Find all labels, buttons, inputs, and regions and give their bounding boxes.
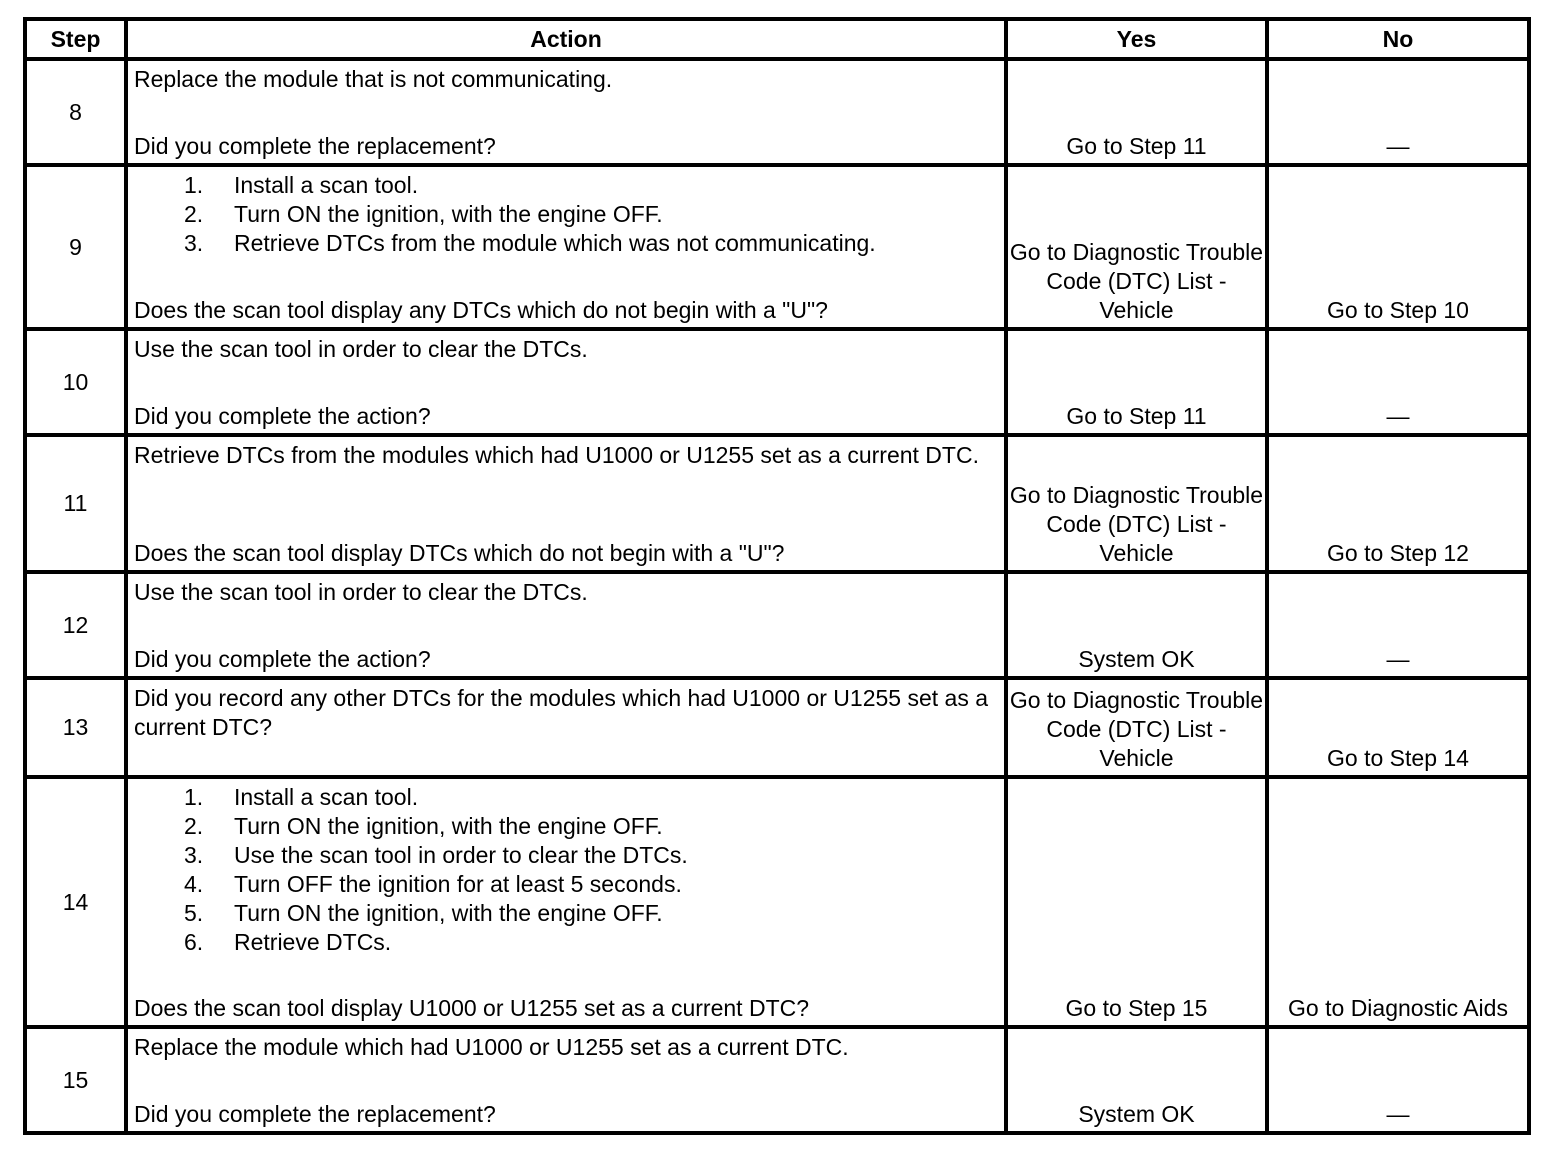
action-question: Did you complete the action? [134, 403, 431, 429]
header-yes: Yes [1006, 19, 1267, 59]
list-item-text: Turn ON the ignition, with the engine OFF. [234, 201, 663, 227]
yes-result: System OK [1006, 572, 1267, 678]
list-item-number: 1. [184, 172, 204, 198]
list-item-number: 6. [184, 929, 204, 955]
action-cell [126, 1027, 1006, 1133]
step-number: 9 [25, 165, 126, 329]
table-row [25, 777, 1529, 1027]
action-cell [126, 678, 1006, 777]
action-cell [126, 165, 1006, 329]
action-steps-list [134, 171, 998, 258]
no-result: Go to Step 10 [1267, 165, 1529, 329]
yes-result: Go to Diagnostic Trouble Code (DTC) List - Vehicle [1006, 165, 1267, 329]
list-item-text: Install a scan tool. [234, 172, 419, 198]
action-question: Did you complete the action? [134, 646, 431, 672]
action-text: Use the scan tool in order to clear the DTCs. [134, 336, 588, 362]
step-number: 12 [25, 572, 126, 678]
list-item-text: Use the scan tool in order to clear the DTCs. [234, 842, 688, 868]
action-cell [126, 59, 1006, 165]
action-question: Did you complete the replacement? [134, 133, 496, 159]
list-item-number: 5. [184, 900, 204, 926]
list-item-text: Retrieve DTCs from the module which was not communicating. [234, 230, 876, 256]
action-steps-list [134, 783, 998, 957]
header-action: Action [126, 19, 1006, 59]
list-item-text: Turn ON the ignition, with the engine OFF. [234, 813, 663, 839]
action-text: Did you record any other DTCs for the modules which had U1000 or U1255 set as a current DTC? [134, 685, 988, 740]
action-text: Use the scan tool in order to clear the DTCs. [134, 579, 588, 605]
header-step: Step [25, 19, 126, 59]
table-body [25, 59, 1529, 1133]
list-item [134, 812, 998, 841]
diagnostic-table [23, 17, 1531, 1135]
yes-result: Go to Diagnostic Trouble Code (DTC) List - Vehicle [1006, 435, 1267, 572]
step-number: 10 [25, 329, 126, 435]
step-number: 8 [25, 59, 126, 165]
list-item [134, 200, 998, 229]
list-item-text: Install a scan tool. [234, 784, 419, 810]
no-result: Go to Diagnostic Aids [1267, 777, 1529, 1027]
list-item [134, 841, 998, 870]
header-no: No [1267, 19, 1529, 59]
action-cell [126, 435, 1006, 572]
list-item-number: 3. [184, 230, 204, 256]
no-result: — [1267, 329, 1529, 435]
step-number: 13 [25, 678, 126, 777]
yes-result: Go to Diagnostic Trouble Code (DTC) List - Vehicle [1006, 678, 1267, 777]
list-item-text: Turn ON the ignition, with the engine OFF. [234, 900, 663, 926]
yes-result: Go to Step 11 [1006, 59, 1267, 165]
list-item [134, 899, 998, 928]
table-row [25, 165, 1529, 329]
list-item [134, 870, 998, 899]
table-row [25, 59, 1529, 165]
list-item-text: Turn OFF the ignition for at least 5 seconds. [234, 871, 682, 897]
step-number: 11 [25, 435, 126, 572]
list-item-number: 3. [184, 842, 204, 868]
action-question: Does the scan tool display any DTCs which do not begin with a "U"? [134, 297, 828, 323]
action-text: Replace the module that is not communicating. [134, 66, 613, 92]
table-row [25, 572, 1529, 678]
no-result: — [1267, 572, 1529, 678]
no-result: Go to Step 14 [1267, 678, 1529, 777]
list-item-number: 4. [184, 871, 204, 897]
list-item [134, 928, 998, 957]
table-header-row [25, 19, 1529, 59]
list-item-number: 2. [184, 201, 204, 227]
table-row [25, 678, 1529, 777]
table-row [25, 435, 1529, 572]
list-item-text: Retrieve DTCs. [234, 929, 392, 955]
no-result: Go to Step 12 [1267, 435, 1529, 572]
list-item [134, 229, 998, 258]
list-item [134, 171, 998, 200]
table-row [25, 1027, 1529, 1133]
list-item-number: 1. [184, 784, 204, 810]
action-text: Replace the module which had U1000 or U1255 set as a current DTC. [134, 1034, 849, 1060]
action-cell [126, 777, 1006, 1027]
action-cell [126, 572, 1006, 678]
action-text: Retrieve DTCs from the modules which had U1000 or U1255 set as a current DTC. [134, 442, 979, 468]
list-item [134, 783, 998, 812]
action-question: Does the scan tool display DTCs which do not begin with a "U"? [134, 540, 785, 566]
list-item-number: 2. [184, 813, 204, 839]
yes-result: System OK [1006, 1027, 1267, 1133]
yes-result: Go to Step 15 [1006, 777, 1267, 1027]
action-cell [126, 329, 1006, 435]
step-number: 15 [25, 1027, 126, 1133]
no-result: — [1267, 1027, 1529, 1133]
step-number: 14 [25, 777, 126, 1027]
no-result: — [1267, 59, 1529, 165]
action-question: Does the scan tool display U1000 or U1255 set as a current DTC? [134, 995, 810, 1021]
yes-result: Go to Step 11 [1006, 329, 1267, 435]
table-row [25, 329, 1529, 435]
action-question: Did you complete the replacement? [134, 1101, 496, 1127]
